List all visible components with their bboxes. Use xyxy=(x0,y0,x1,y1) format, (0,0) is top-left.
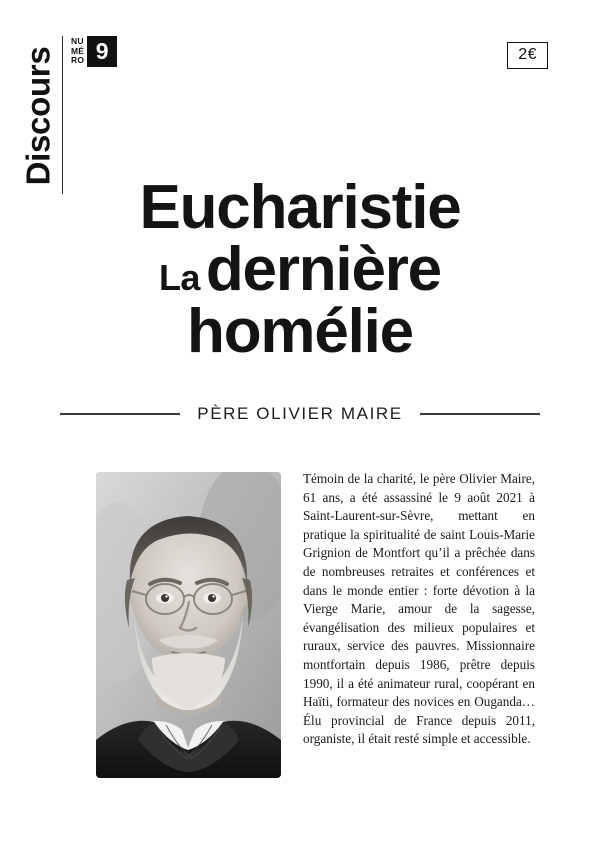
issue-label-line-2: MÉ xyxy=(71,45,85,56)
cover-headline xyxy=(60,173,540,367)
publication-masthead xyxy=(18,36,58,196)
issue-number-badge xyxy=(71,36,117,67)
headline-line-1: Eucharistie xyxy=(139,173,461,242)
issue-number-value: 9 xyxy=(87,36,117,67)
headline-line-2-main: dernière xyxy=(205,235,441,305)
portrait-photo-graphic xyxy=(96,472,281,778)
price-badge: 2€ xyxy=(507,42,548,69)
headline-line-2-article: La xyxy=(159,257,200,299)
byline xyxy=(60,404,540,424)
issue-label-line-1: NU xyxy=(71,36,84,47)
publication-title: Discours xyxy=(19,46,57,186)
article-text-column xyxy=(303,470,535,749)
issue-label-line-3: RO xyxy=(71,55,85,66)
headline-line-3: homélie xyxy=(187,297,413,367)
masthead-divider-rule xyxy=(62,36,63,194)
article-lead-paragraph: Témoin de la charité, le père Olivier Maire, 61 ans, a été assassiné le 9 août 2021 à Saint-Laurent-sur-Sèvre, mettant en pratique la spiritualité de saint Louis-Marie Grignion de Montfort qu’il a prêchée dans de nombreuses retraites et conférences et dans le monde entier : forte dévotion à la Vierge Marie, amour de la sagesse, évangélisation des milieux populaires et ruraux, service des pauvres. Missionnaire montfortain depuis 1986, prêtre depuis 1990, il a été animateur rural, coopérant en Haïti, formateur des novices en Ouganda… Élu provincial de France depuis 2011, organiste, il était resté simple et accessible. xyxy=(303,471,535,747)
byline-rule-right xyxy=(420,413,540,414)
byline-author: PÈRE OLIVIER MAIRE xyxy=(197,404,403,423)
byline-rule-left xyxy=(60,413,180,414)
portrait-photo xyxy=(96,472,281,778)
headline-line-2 xyxy=(60,235,540,305)
issue-number-label xyxy=(71,36,87,67)
